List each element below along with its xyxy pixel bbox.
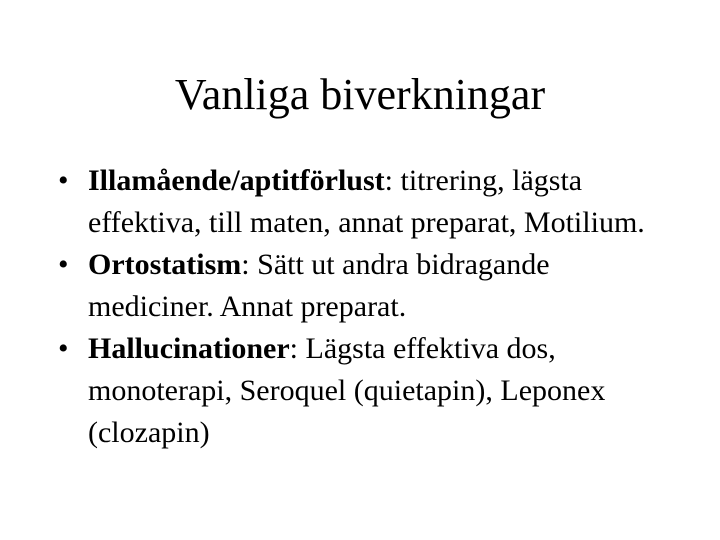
bullet-term: Ortostatism xyxy=(88,248,242,281)
bullet-separator: : xyxy=(289,332,306,365)
bullet-separator: : xyxy=(384,164,401,197)
bullet-icon: • xyxy=(58,248,69,281)
bullet-term: Illamående/aptitförlust xyxy=(88,164,385,197)
bullet-item-hallucinationer xyxy=(58,328,668,454)
bullet-text: Sätt ut andra bidragande mediciner. Annat preparat. xyxy=(88,248,550,323)
bullet-list xyxy=(58,160,668,454)
bullet-item-ortostatism xyxy=(58,244,668,328)
bullet-separator: : xyxy=(241,248,258,281)
bullet-term: Hallucinationer xyxy=(88,332,290,365)
bullet-icon: • xyxy=(58,332,69,365)
bullet-item-illamaende xyxy=(58,160,668,244)
slide-title: Vanliga biverkningar xyxy=(174,70,546,119)
bullet-icon: • xyxy=(58,164,69,197)
bullet-text: titrering, lägsta effektiva, till maten, annat preparat, Motilium. xyxy=(88,164,645,239)
bullet-text: Lägsta effektiva dos, monoterapi, Seroquel (quietapin), Leponex (clozapin) xyxy=(88,332,606,449)
